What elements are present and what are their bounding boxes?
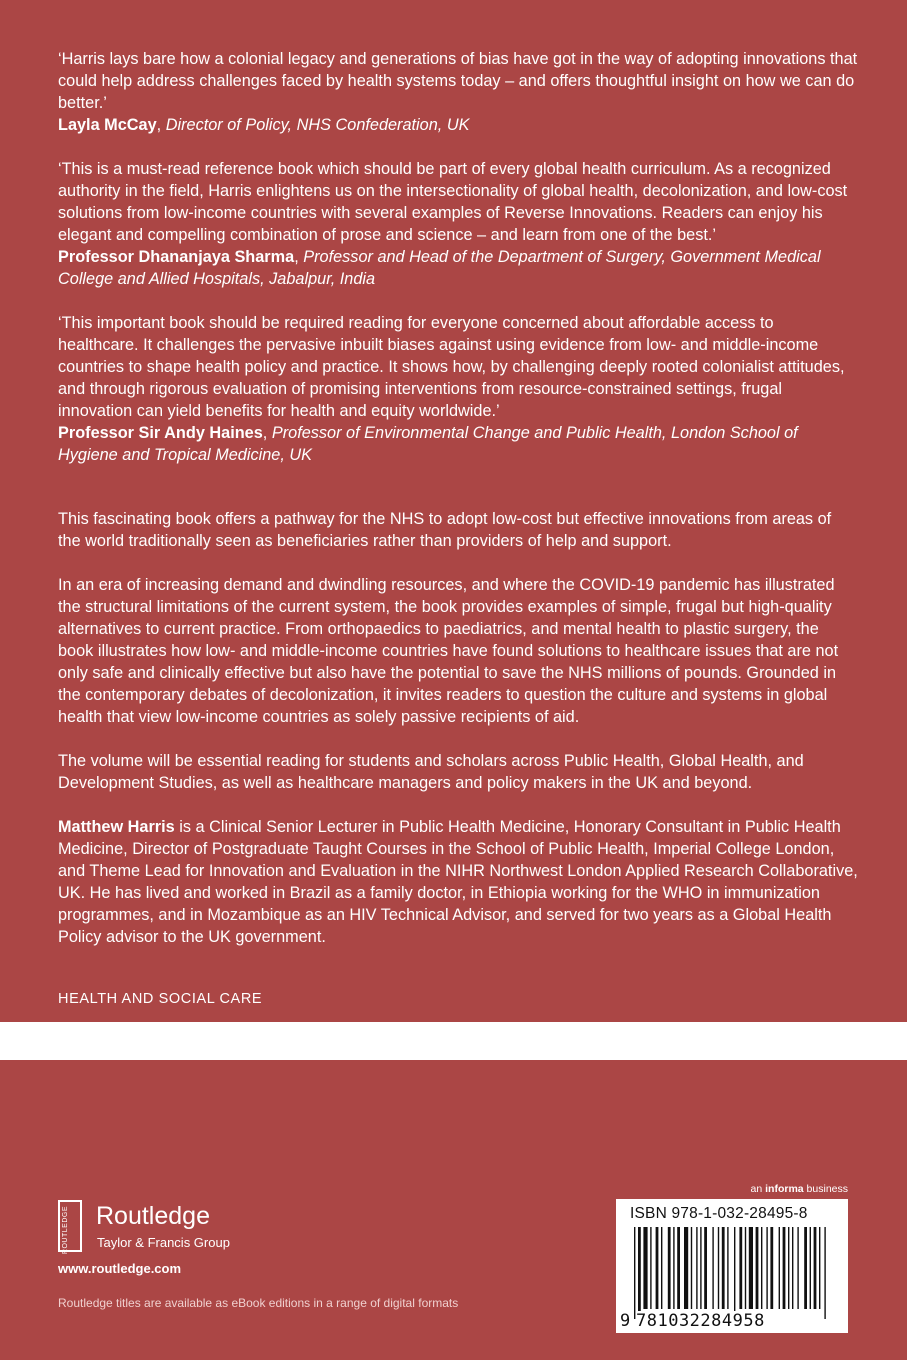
barcode-box	[616, 1199, 848, 1333]
ebook-note: Routledge titles are available as eBook editions in a range of digital formats	[58, 1296, 459, 1310]
testimonial-attribution: Layla McCay, Director of Policy, NHS Confederation, UK	[58, 116, 470, 134]
divider-band	[0, 1022, 907, 1060]
description-paragraph: In an era of increasing demand and dwindling resources, and where the COVID-19 pandemic has illustrated the structural limitations of the current system, the book provides examples of simple, frugal but high-quality alternatives to current practice. From orthopaedics to paediatrics, and mental health to plastic surgery, the book illustrates how low- and middle-income countries have found solutions to healthcare issues that are not only safe and clinically effective but also have the potential to save the NHS millions of pounds. Grounded in the contemporary debates of decolonization, it invites readers to question the culture and systems in global health that view low-income countries as solely passive recipients of aid.	[58, 576, 839, 726]
barcode-lead-digit: 9	[620, 1311, 631, 1331]
barcode-bar	[766, 1227, 767, 1309]
testimonial-role: Director of Policy, NHS Confederation, UK	[165, 116, 470, 134]
barcode-bar	[761, 1227, 762, 1309]
barcode-bar	[704, 1227, 707, 1309]
publisher-logo	[58, 1200, 318, 1260]
testimonial-role: Professor of Environmental Change and Public Health, London School of Hygiene and Tropical Medicine, UK	[58, 424, 798, 464]
barcode-bar	[810, 1227, 811, 1309]
subject-category: HEALTH AND SOCIAL CARE	[58, 991, 263, 1007]
barcode-bar	[634, 1227, 635, 1319]
barcode-digits: 781032284958	[636, 1311, 765, 1331]
barcode-bar	[792, 1227, 793, 1309]
barcode-bar	[656, 1227, 659, 1309]
informa-suffix: business	[803, 1183, 848, 1195]
barcode-bar	[718, 1227, 719, 1309]
barcode-bar	[712, 1227, 713, 1309]
barcode-bar	[661, 1227, 662, 1309]
barcode-bar	[696, 1227, 697, 1309]
description-paragraph: The volume will be essential reading for students and scholars across Public Health, Global Health, and Development Studies, as well as healthcare managers and policy makers in the UK and beyond.	[58, 752, 804, 792]
barcode-bar	[819, 1227, 820, 1309]
author-bio-text: is a Clinical Senior Lecturer in Public Health Medicine, Honorary Consultant in Public Health Medicine, Director of Postgraduate Taught Courses in the School of Public Health, Imperial College London, and Theme Lead for Innovation and Evaluation in the NIHR Northwest London Applied Research Collaborative, UK. He has lived and worked in Brazil as a family doctor, in Ethiopia working for the WHO in immunization programmes, and in Mozambique as an HIV Technical Advisor, and served for two years as a Global Health Policy advisor to the UK government.	[58, 818, 858, 946]
description-paragraph: This fascinating book offers a pathway for the NHS to adopt low-cost but effective innovations from areas of the world traditionally seen as beneficiaries rather than providers of help and support.	[58, 510, 832, 550]
testimonial-attribution: Professor Dhananjaya Sharma, Professor and Head of the Department of Surgery, Government Medical College and Allied Hospitals, Jabalpur, India	[58, 248, 821, 288]
testimonial-role: Professor and Head of the Department of Surgery, Government Medical College and Allied Hospitals, Jabalpur, India	[58, 248, 821, 288]
author-name: Matthew Harris	[58, 818, 175, 836]
informa-prefix: an	[750, 1183, 766, 1195]
testimonial	[58, 312, 858, 466]
barcode-bar	[814, 1227, 817, 1309]
testimonial	[58, 158, 858, 290]
testimonial-quote: ‘This is a must-read reference book which should be part of every global health curriculum. As a recognized authority in the field, Harris enlightens us on the intersectionality of global health, decolonization, and low-cost solutions from low-income countries with several examples of Reverse Innovations. Readers can enjoy his elegant and compelling combination of prose and science – and learn from one of the best.’	[58, 160, 848, 244]
testimonial-attribution: Professor Sir Andy Haines, Professor of Environmental Change and Public Health, London School of Hygiene and Tropical Medicine, UK	[58, 424, 798, 464]
barcode-icon	[634, 1227, 834, 1319]
testimonial-quote: ‘Harris lays bare how a colonial legacy and generations of bias have got in the way of adopting innovations that could help address challenges faced by health systems today – and offers thoughtful insight on how we can do better.’	[58, 50, 858, 112]
barcode-bar	[643, 1227, 647, 1309]
barcode-bar	[684, 1227, 688, 1309]
publisher-group: Taylor & Francis Group	[97, 1235, 230, 1250]
barcode-bar	[779, 1227, 780, 1309]
informa-tagline	[751, 1183, 848, 1195]
barcode-bar	[727, 1227, 728, 1309]
barcode-bar	[691, 1227, 692, 1309]
barcode-bar	[650, 1227, 651, 1309]
routledge-mark-icon	[58, 1200, 82, 1255]
back-cover-text	[58, 48, 858, 970]
barcode-bar	[734, 1227, 735, 1319]
isbn-label: ISBN 978-1-032-28495-8	[630, 1205, 808, 1222]
barcode-bar	[677, 1227, 680, 1309]
barcode-bar	[739, 1227, 742, 1309]
publisher-url: www.routledge.com	[58, 1261, 182, 1276]
routledge-mark-text: ROUTLEDGE	[62, 1206, 69, 1255]
testimonial-name: Layla McCay	[58, 116, 157, 134]
testimonial	[58, 48, 858, 136]
barcode-bar	[745, 1227, 746, 1309]
barcode-bar	[788, 1227, 789, 1309]
barcode-bar	[722, 1227, 725, 1309]
barcode-bar	[749, 1227, 753, 1309]
author-bio	[58, 816, 858, 948]
barcode-bar	[756, 1227, 759, 1309]
testimonial-name: Professor Sir Andy Haines	[58, 424, 263, 442]
publisher-name: Routledge	[96, 1202, 210, 1230]
testimonial-name: Professor Dhananjaya Sharma	[58, 248, 295, 266]
testimonial-quote: ‘This important book should be required reading for everyone concerned about affordable access to healthcare. It challenges the pervasive inbuilt biases against using evidence from low- and middle-income countries to shape health policy and practice. It shows how, by challenging deeply rooted colonialist attitudes, and through rigorous evaluation of promising interventions from resource-constrained settings, frugal innovation can yield benefits for health and equity worldwide.’	[58, 314, 845, 420]
barcode-bar	[797, 1227, 798, 1309]
barcode-bar	[783, 1227, 786, 1309]
informa-word: informa	[765, 1183, 804, 1195]
barcode-bar	[668, 1227, 671, 1309]
barcode-bar	[673, 1227, 674, 1309]
barcode-bar	[770, 1227, 773, 1309]
barcode-bar	[824, 1227, 825, 1319]
barcode-bar	[700, 1227, 701, 1309]
barcode-bar	[804, 1227, 807, 1309]
barcode-bar	[638, 1227, 641, 1319]
